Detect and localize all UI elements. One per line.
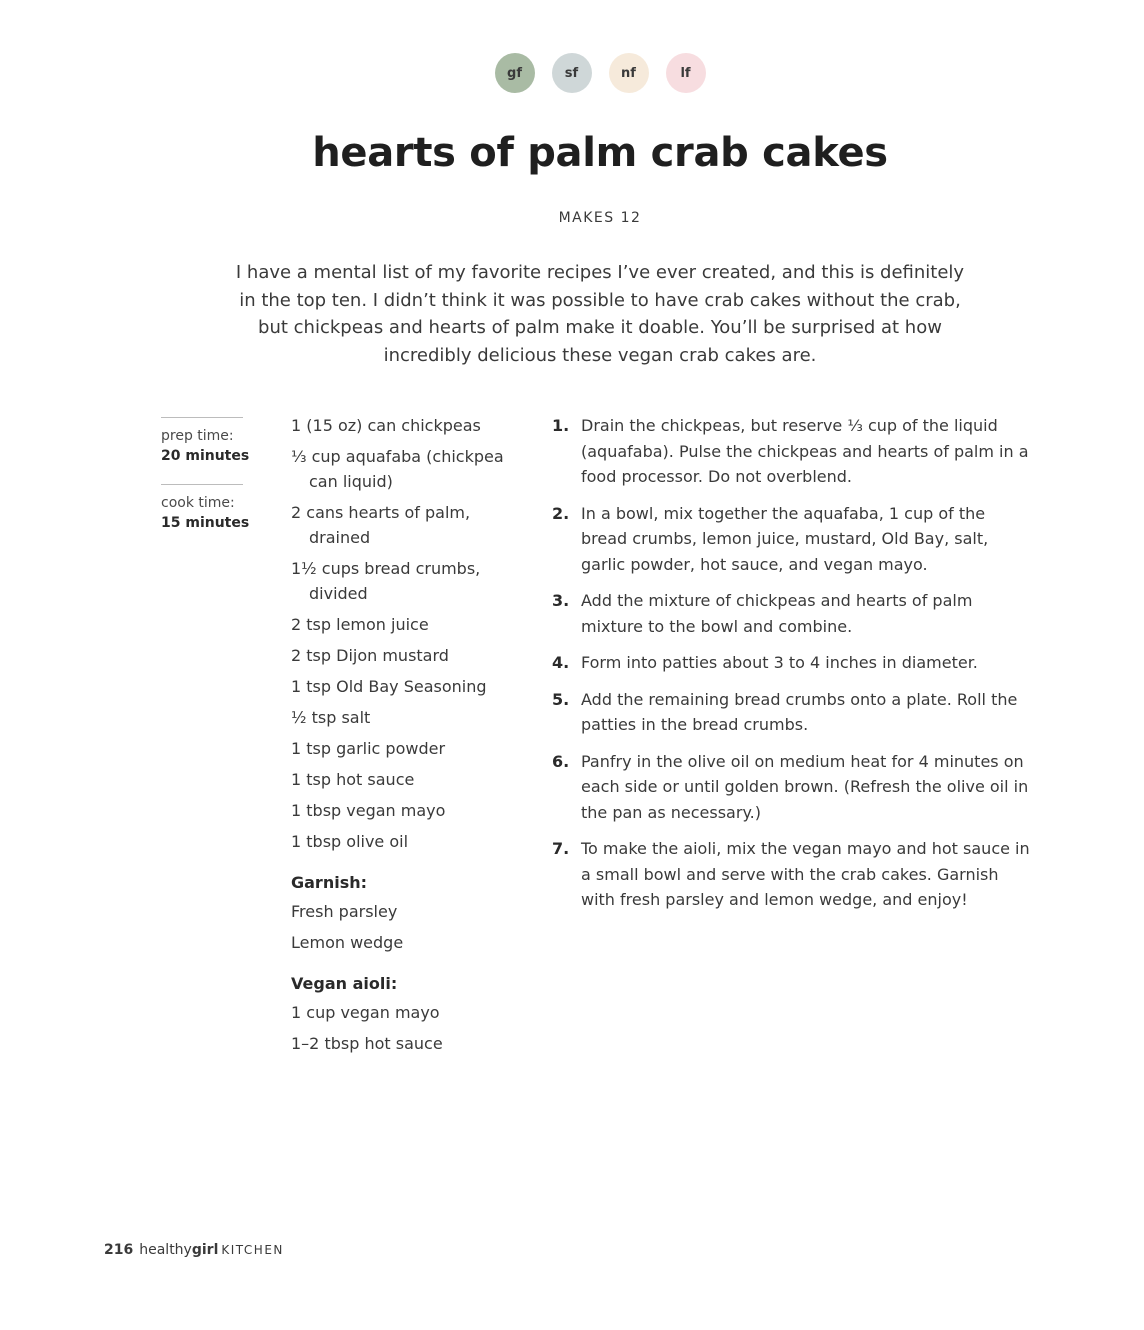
step-number: 2.	[552, 503, 570, 523]
ingredient-item: 1 tbsp olive oil	[291, 832, 409, 851]
brand-caps: KITCHEN	[221, 1243, 284, 1257]
ingredient-item: 2 tsp lemon juice	[291, 615, 429, 634]
ingredient-item: 1 tsp Old Bay Seasoning	[291, 677, 487, 696]
recipe-intro: I have a mental list of my favorite recipes I’ve ever created, and this is definitely in the top ten. I didn’t think it was possible to have crab cakes without the crab, but chickpeas and hearts of palm make it doable. You’ll be surprised at how incredibly delicious these vegan crab cakes are.	[235, 262, 965, 366]
page-footer	[104, 1242, 284, 1258]
step-item	[552, 687, 1032, 738]
prep-time	[161, 417, 250, 466]
garnish-item: Lemon wedge	[291, 933, 404, 952]
step-text: Form into patties about 3 to 4 inches in diameter.	[581, 653, 978, 672]
step-number: 6.	[552, 751, 570, 771]
step-number: 4.	[552, 653, 570, 672]
ingredient-item: ½ tsp salt	[291, 708, 371, 727]
badge-nut-free: nf	[609, 53, 649, 93]
step-text: In a bowl, mix together the aquafaba, 1 cup of the bread crumbs, lemon juice, mustard, Old Bay, salt, garlic powder, hot sauce, and vegan mayo.	[581, 503, 989, 574]
step-item	[552, 588, 1032, 639]
step-number: 3.	[552, 591, 570, 610]
recipe-title: hearts of palm crab cakes	[312, 130, 888, 176]
ingredient-list	[291, 413, 531, 1062]
ingredient-item: 2 cans hearts of palm, drained	[291, 503, 471, 547]
ingredient-item: 1 (15 oz) can chickpeas	[291, 416, 481, 435]
badge-lactose-free: lf	[666, 53, 706, 93]
brand-light: healthy	[139, 1242, 192, 1258]
step-item	[552, 749, 1032, 826]
step-text: To make the aioli, mix the vegan mayo and hot sauce in a small bowl and serve with the crab cakes. Garnish with fresh parsley and lemon wedge, and enjoy!	[581, 839, 1030, 909]
cook-time	[161, 484, 250, 533]
diet-badges	[0, 53, 1144, 93]
prep-time-value: 20 minutes	[161, 448, 250, 464]
step-text: Drain the chickpeas, but reserve ⅓ cup of the liquid (aquafaba). Pulse the chickpeas and hearts of palm in a food processor. Do not overblend.	[581, 416, 1029, 486]
step-item	[552, 413, 1032, 490]
step-item	[552, 650, 1032, 676]
page-number: 216	[104, 1242, 134, 1258]
ingredient-item: 2 tsp Dijon mustard	[291, 646, 449, 665]
garnish-item: Fresh parsley	[291, 902, 398, 921]
ingredient-item: 1½ cups bread crumbs, divided	[291, 559, 481, 603]
step-number: 5.	[552, 689, 570, 709]
aioli-heading: Vegan aioli:	[291, 974, 398, 993]
step-text: Add the mixture of chickpeas and hearts of palm mixture to the bowl and combine.	[581, 591, 973, 636]
recipe-times	[161, 417, 250, 551]
badge-soy-free: sf	[552, 53, 592, 93]
instruction-steps	[552, 413, 1032, 924]
step-number: 1.	[552, 416, 570, 435]
garnish-heading: Garnish:	[291, 873, 368, 892]
step-item	[552, 501, 1032, 578]
recipe-yield: MAKES 12	[558, 210, 642, 226]
ingredient-item: 1 tsp garlic powder	[291, 739, 446, 758]
step-text: Add the remaining bread crumbs onto a plate. Roll the patties in the bread crumbs.	[581, 689, 1018, 734]
cook-time-value: 15 minutes	[161, 515, 250, 531]
ingredient-item: ⅓ cup aquafaba (chickpea can liquid)	[291, 447, 504, 491]
brand-bold: girl	[191, 1242, 219, 1258]
aioli-item: 1–2 tbsp hot sauce	[291, 1034, 443, 1053]
prep-time-label: prep time:	[161, 428, 234, 444]
ingredient-item: 1 tsp hot sauce	[291, 770, 415, 789]
step-item	[552, 836, 1032, 913]
badge-gluten-free: gf	[495, 53, 535, 93]
step-text: Panfry in the olive oil on medium heat for 4 minutes on each side or until golden brown. (Refresh the olive oil in the pan as necessary.)	[581, 751, 1029, 822]
aioli-item: 1 cup vegan mayo	[291, 1003, 440, 1022]
ingredient-item: 1 tbsp vegan mayo	[291, 801, 446, 820]
step-number: 7.	[552, 839, 570, 858]
cook-time-label: cook time:	[161, 495, 235, 511]
